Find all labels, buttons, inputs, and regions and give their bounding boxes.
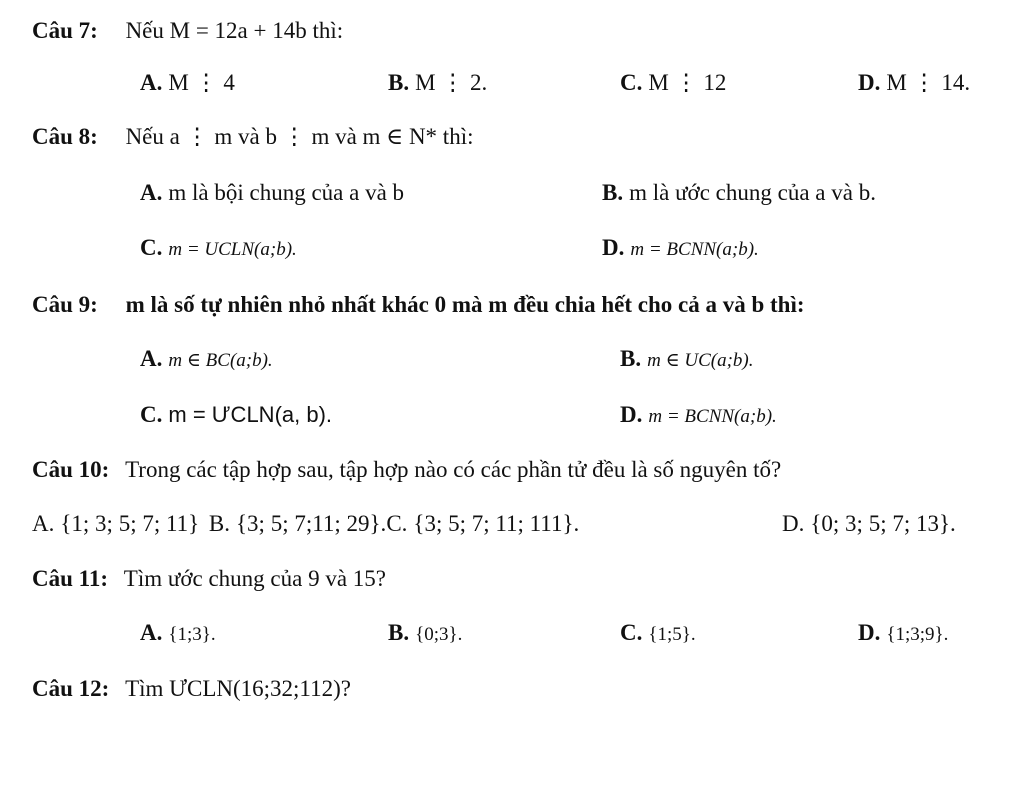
option-b[interactable]	[388, 620, 462, 646]
option-a[interactable]	[32, 511, 199, 536]
option-text: m = BCNN(a;b).	[648, 406, 777, 427]
question-text: Nếu a ⋮ m và b ⋮ m và m ∈ N* thì:	[125, 124, 474, 149]
question-text: Trong các tập hợp sau, tập hợp nào có các phần tử đều là số nguyên tố?	[125, 457, 782, 482]
question-text: Tìm ước chung của 9 và 15?	[123, 566, 387, 591]
question-label: Câu 8:	[32, 124, 98, 149]
option-letter: C.	[140, 235, 163, 260]
option-c[interactable]	[620, 70, 726, 96]
option-letter: A.	[140, 180, 163, 205]
option-a[interactable]	[140, 620, 216, 646]
option-c[interactable]	[140, 235, 297, 261]
question-10	[32, 457, 781, 483]
question-label: Câu 7:	[32, 18, 98, 43]
option-text: {3; 5; 7;11; 29}.	[236, 511, 387, 536]
option-letter: C.	[386, 511, 408, 536]
option-letter: B.	[620, 346, 642, 371]
option-text: m = UCLN(a;b).	[168, 239, 297, 260]
question-text: m là số tự nhiên nhỏ nhất khác 0 mà m đều chia hết cho cả a và b thì:	[125, 292, 805, 317]
question-9	[32, 292, 805, 318]
option-text: {3; 5; 7; 11; 111}.	[413, 511, 580, 536]
option-letter: C.	[620, 70, 643, 95]
option-letter: A.	[140, 620, 163, 645]
option-text: m là ước chung của a và b.	[629, 180, 876, 205]
option-text: M ⋮ 12	[648, 70, 727, 95]
question-12	[32, 676, 351, 702]
option-letter: B.	[602, 180, 624, 205]
option-c[interactable]	[386, 511, 579, 536]
option-a[interactable]	[140, 70, 235, 96]
option-text: m = BCNN(a;b).	[630, 239, 759, 260]
option-letter: D.	[858, 620, 881, 645]
option-letter: D.	[858, 70, 881, 95]
option-d[interactable]	[858, 620, 948, 646]
option-letter: A.	[140, 70, 163, 95]
options-row	[32, 511, 579, 537]
option-a[interactable]	[140, 180, 404, 206]
option-a[interactable]	[140, 346, 273, 372]
option-text: {1;3}.	[168, 624, 216, 645]
option-letter: D.	[620, 402, 643, 427]
option-letter: B.	[208, 511, 231, 536]
option-text: m = ƯCLN(a, b).	[168, 402, 333, 427]
option-c[interactable]	[620, 620, 696, 646]
question-label: Câu 11:	[32, 566, 109, 591]
option-d[interactable]	[620, 402, 777, 428]
question-text: Tìm ƯCLN(16;32;112)?	[125, 676, 351, 701]
option-b[interactable]	[388, 70, 487, 96]
option-b[interactable]	[209, 511, 386, 536]
option-letter: A.	[140, 346, 163, 371]
option-text: {1;3;9}.	[886, 624, 949, 645]
question-label: Câu 9:	[32, 292, 98, 317]
option-letter: A.	[32, 511, 55, 536]
option-letter: D.	[602, 235, 625, 260]
question-11	[32, 566, 386, 592]
option-text: {0;3}.	[415, 624, 463, 645]
option-letter: B.	[388, 70, 410, 95]
question-label: Câu 12:	[32, 676, 110, 701]
option-b[interactable]	[620, 346, 754, 372]
option-c[interactable]	[140, 402, 332, 428]
option-letter: D.	[782, 511, 805, 536]
option-text: {1; 3; 5; 7; 11}	[60, 511, 200, 536]
option-text: m là bội chung của a và b	[168, 180, 405, 205]
option-text: M ⋮ 14.	[886, 70, 971, 95]
option-letter: C.	[140, 402, 163, 427]
question-label: Câu 10:	[32, 457, 110, 482]
question-text: Nếu M = 12a + 14b thì:	[125, 18, 344, 43]
option-letter: B.	[388, 620, 410, 645]
option-b[interactable]	[602, 180, 876, 206]
option-text: m ∈ BC(a;b).	[168, 350, 273, 371]
option-text: {1;5}.	[648, 624, 696, 645]
option-d[interactable]	[602, 235, 759, 261]
option-text: M ⋮ 2.	[415, 70, 488, 95]
option-text: {0; 3; 5; 7; 13}.	[810, 511, 956, 536]
question-7	[32, 18, 343, 44]
option-text: M ⋮ 4	[168, 70, 235, 95]
option-d[interactable]	[782, 511, 956, 537]
option-text: m ∈ UC(a;b).	[647, 350, 754, 371]
question-8	[32, 124, 473, 150]
option-d[interactable]	[858, 70, 970, 96]
option-letter: C.	[620, 620, 643, 645]
